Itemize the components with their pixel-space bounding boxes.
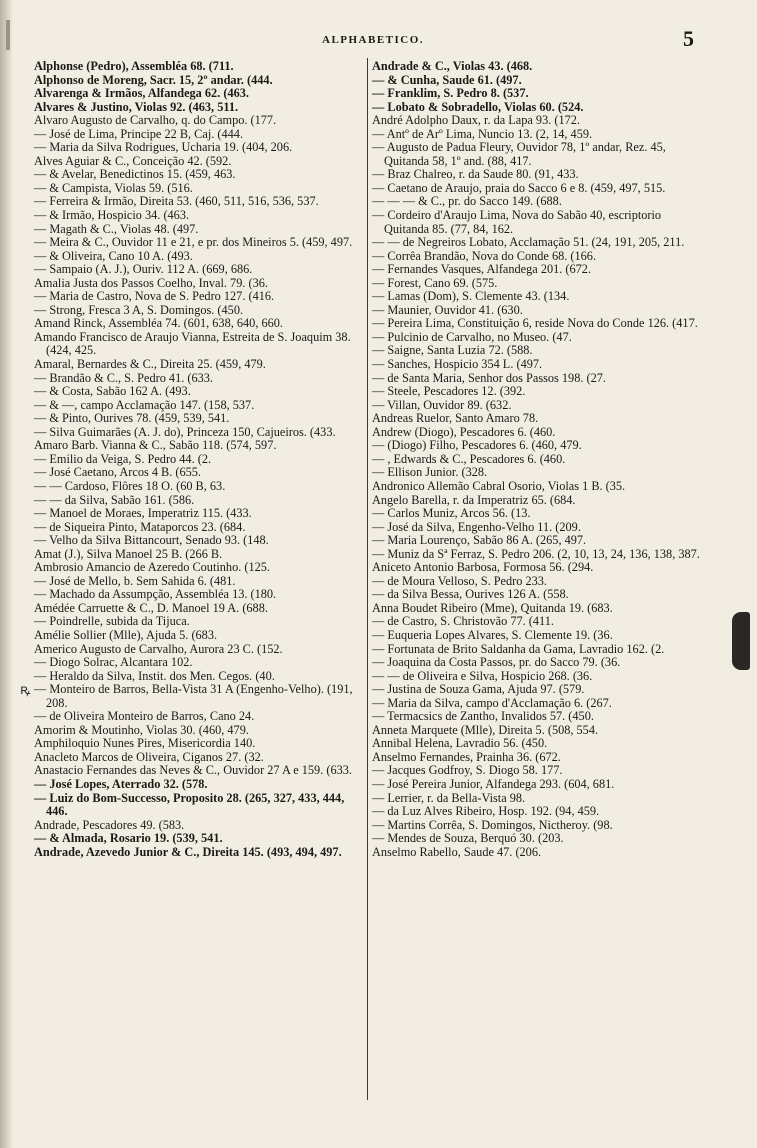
directory-entry: — da Silva Bessa, Ourives 126 A. (558. — [372, 587, 569, 602]
directory-entry: — Strong, Fresca 3 A, S. Domingos. (450. — [34, 302, 244, 317]
margin-ink-mark: ꝶ — [20, 683, 31, 698]
directory-entry: — Carlos Muniz, Arcos 56. (13. — [372, 506, 531, 521]
directory-entry: — Fernandes Vasques, Alfandega 201. (672. — [372, 262, 592, 277]
directory-entry: Annibal Helena, Lavradio 56. (450. — [372, 736, 548, 751]
directory-entry: Alves Aguiar & C., Conceição 42. (592. — [34, 153, 232, 168]
directory-entry: Alphonse (Pedro), Assembléa 68. (711. — [34, 59, 234, 73]
directory-entry: — Magath & C., Violas 48. (497. — [34, 221, 199, 236]
directory-entry: — Maria da Silva, campo d'Acclamação 6. (267. — [372, 695, 612, 710]
directory-entry: Anselmo Rabello, Saude 47. (206. — [372, 844, 542, 859]
directory-entry: — — — & C., pr. do Sacco 149. (688. — [372, 194, 562, 209]
page-number: 5 — [683, 26, 694, 51]
directory-entry: Andreas Ruelor, Santo Amaro 78. — [372, 411, 539, 426]
directory-entry: — da Luz Alves Ribeiro, Hosp. 192. (94, 459. — [372, 804, 600, 819]
directory-entry: — Manoel de Moraes, Imperatriz 115. (433. — [34, 506, 252, 521]
directory-entry: — — de Negreiros Lobato, Acclamação 51. (24, 191, 205, 211. — [372, 235, 685, 250]
directory-entry: — (Diogo) Filho, Pescadores 6. (460, 479. — [372, 438, 582, 453]
directory-entry: — Sanches, Hospicio 354 L. (497. — [372, 357, 543, 372]
directory-entry: — Poindrelle, subida da Tijuca. — [34, 614, 190, 629]
directory-entry: — — Cardoso, Flôres 18 O. (60 B, 63. — [34, 478, 226, 493]
directory-entry: Amando Francisco de Araujo Vianna, Estreita de S. Joaquim 38. (424, 425. — [34, 329, 351, 358]
left-column — [34, 60, 364, 859]
directory-entry: — Maria da Silva Rodrigues, Ucharia 19. (404, 206. — [34, 140, 293, 155]
directory-entry: Anacleto Marcos de Oliveira, Ciganos 27. (32. — [34, 749, 264, 764]
directory-entry: — Maria de Castro, Nova de S. Pedro 127. (416. — [34, 289, 275, 304]
directory-entry: Americo Augusto de Carvalho, Aurora 23 C. (152. — [34, 641, 283, 656]
directory-entry: Amorim & Moutinho, Violas 30. (460, 479. — [34, 722, 249, 737]
page-title: ALPHABETICO. — [322, 34, 425, 46]
directory-entry: Andronico Allemão Cabral Osorio, Violas 1 B. (35. — [372, 478, 626, 493]
directory-entry: — José Caetano, Arcos 4 B. (655. — [34, 465, 202, 480]
directory-entry: Anna Boudet Ribeiro (Mme), Quitanda 19. (683. — [372, 600, 613, 615]
directory-entry: Amaral, Bernardes & C., Direita 25. (459, 479. — [34, 357, 266, 372]
directory-entry: — , Edwards & C., Pescadores 6. (460. — [372, 451, 566, 466]
directory-entry: — Machado da Assumpção, Assembléa 13. (180. — [34, 587, 277, 602]
directory-entry: — Maria Lourenço, Sabão 86 A. (265, 497. — [372, 533, 587, 548]
directory-entry: Amat (J.), Silva Manoel 25 B. (266 B. — [34, 546, 223, 561]
directory-entry: — Villan, Ouvidor 89. (632. — [372, 397, 512, 412]
directory-entry: — & Avelar, Benedictinos 15. (459, 463. — [34, 167, 236, 182]
page-header — [0, 26, 757, 51]
directory-entry: — José de Lima, Principe 22 B, Caj. (444. — [34, 126, 244, 141]
directory-entry: — Steele, Pescadores 12. (392. — [372, 384, 526, 399]
directory-entry: — Maunier, Ouvidor 41. (630. — [372, 302, 523, 317]
directory-entry: — de Santa Maria, Senhor dos Passos 198. (27. — [372, 370, 606, 385]
directory-entry: — & Irmão, Hospicio 34. (463. — [34, 208, 190, 223]
directory-entry: — Corrêa Brandão, Nova do Conde 68. (166. — [372, 248, 597, 263]
directory-entry: Amaro Barb. Vianna & C., Sabão 118. (574, 597. — [34, 438, 277, 453]
directory-entry: — Meira & C., Ouvidor 11 e 21, e pr. dos Mineiros 5. (459, 497. — [34, 235, 353, 250]
directory-entry: — Mendes de Souza, Berquó 30. (203. — [372, 831, 564, 846]
directory-entry: Anselmo Fernandes, Prainha 36. (672. — [372, 749, 561, 764]
directory-entry: — de Oliveira Monteiro de Barros, Cano 24. — [34, 709, 255, 724]
directory-entry: — & Costa, Sabão 162 A. (493. — [34, 384, 191, 399]
directory-entry: — — da Silva, Sabão 161. (586. — [34, 492, 195, 507]
directory-entry: — & Pinto, Ourives 78. (459, 539, 541. — [34, 411, 230, 426]
directory-entry: — & —, campo Acclamação 147. (158, 537. — [34, 397, 255, 412]
directory-entry: — de Moura Velloso, S. Pedro 233. — [372, 573, 547, 588]
directory-entry: Andrade & C., Violas 43. (468. — [372, 59, 533, 73]
directory-entry: Ambrosio Amancio de Azeredo Coutinho. (125. — [34, 560, 270, 575]
directory-entry: Alvares & Justino, Violas 92. (463, 511. — [34, 99, 239, 114]
directory-entry: — Saigne, Santa Luzia 72. (588. — [372, 343, 533, 358]
directory-entry: — Ellison Junior. (328. — [372, 465, 488, 480]
directory-entry: Anneta Marquete (Mlle), Direita 5. (508, 554. — [372, 722, 599, 737]
directory-entry: — Euqueria Lopes Alvares, S. Clemente 19. (36. — [372, 627, 613, 642]
directory-entry: — Martins Corrêa, S. Domingos, Nictheroy. (98. — [372, 817, 613, 832]
directory-entry: — & Almada, Rosario 19. (539, 541. — [34, 831, 223, 846]
directory-entry: — Justina de Souza Gama, Ajuda 97. (579. — [372, 682, 585, 697]
directory-entry: Amélie Sollier (Mlle), Ajuda 5. (683. — [34, 627, 218, 642]
directory-entry: — Jacques Godfroy, S. Diogo 58. 177. — [372, 763, 563, 778]
directory-entry: Amédée Carruette & C., D. Manoel 19 A. (688. — [34, 600, 268, 615]
directory-entry: Amphiloquio Nunes Pires, Misericordia 140. — [34, 736, 256, 751]
directory-entry: — de Castro, S. Christovão 77. (411. — [372, 614, 554, 629]
directory-entry: — & Campista, Violas 59. (516. — [34, 180, 193, 195]
directory-entry: Andrade, Pescadores 49. (583. — [34, 817, 185, 832]
directory-entry: — Heraldo da Silva, Instit. dos Men. Cegos. (40. — [34, 668, 275, 683]
directory-entry: — de Siqueira Pinto, Mataporcos 23. (684. — [34, 519, 246, 534]
directory-entry: — Lobato & Sobradello, Violas 60. (524. — [372, 99, 584, 114]
directory-entry: — & Oliveira, Cano 10 A. (493. — [34, 248, 193, 263]
directory-entry: — José da Silva, Engenho-Velho 11. (209. — [372, 519, 581, 534]
column-divider — [367, 58, 368, 1100]
directory-entry: — Velho da Silva Bittancourt, Senado 93. (148. — [34, 533, 269, 548]
directory-entry: — — de Oliveira e Silva, Hospicio 268. (36. — [372, 668, 593, 683]
directory-entry: — Brandão & C., S. Pedro 41. (633. — [34, 370, 213, 385]
directory-entry: André Adolpho Daux, r. da Lapa 93. (172. — [372, 113, 580, 128]
directory-entry: — Fortunata de Brito Saldanha da Gama, Lavradio 162. (2. — [372, 641, 665, 656]
directory-entry: Amalia Justa dos Passos Coelho, Inval. 79. (36. — [34, 275, 268, 290]
directory-entry: — Antº de Arº Lima, Nuncio 13. (2, 14, 459. — [372, 126, 593, 141]
directory-entry: — Lamas (Dom), S. Clemente 43. (134. — [372, 289, 570, 304]
directory-entry: — Silva Guimarães (A. J. do), Princeza 150, Cajueiros. (433. — [34, 424, 336, 439]
directory-entry: — Augusto de Padua Fleury, Ouvidor 78, 1º andar, Rez. 45, Quitanda 58, 1º and. (88, 417. — [372, 140, 666, 168]
directory-entry: — José Lopes, Aterrado 32. (578. — [34, 776, 208, 791]
directory-entry: — Forest, Cano 69. (575. — [372, 275, 498, 290]
directory-entry: — Cordeiro d'Araujo Lima, Nova do Sabão 40, escriptorio Quitanda 85. (77, 84, 162. — [372, 208, 662, 236]
directory-entry: — Lerrier, r. da Bella-Vista 98. — [372, 790, 526, 805]
directory-entry: — Braz Chalreo, r. da Saude 80. (91, 433. — [372, 167, 579, 182]
directory-entry: Amand Rinck, Assembléa 74. (601, 638, 640, 660. — [34, 316, 283, 331]
directory-entry: — Pulcinio de Carvalho, no Museo. (47. — [372, 329, 572, 344]
directory-entry: — Muniz da Sª Ferraz, S. Pedro 206. (2, 10, 13, 24, 136, 138, 387. — [372, 546, 700, 561]
directory-entry: Alphonso de Moreng, Sacr. 15, 2º andar. (444. — [34, 72, 273, 87]
page-binding-shadow — [0, 0, 12, 1148]
directory-entry: — Pereira Lima, Constituição 6, reside Nova do Conde 126. (417. — [372, 316, 698, 331]
directory-entry: Alvaro Augusto de Carvalho, q. do Campo. (177. — [34, 113, 277, 128]
directory-entry: — Joaquina da Costa Passos, pr. do Sacco 79. (36. — [372, 655, 621, 670]
directory-entry: — Luiz do Bom-Successo, Proposito 28. (265, 327, 433, 444, 446. — [34, 790, 345, 819]
directory-entry: — José de Mello, b. Sem Sahida 6. (481. — [34, 573, 236, 588]
directory-entry: — Diogo Solrac, Alcantara 102. — [34, 655, 193, 670]
directory-entry: — Monteiro de Barros, Bella-Vista 31 A (Engenho-Velho). (191, 208. — [34, 682, 353, 710]
directory-entry: — Ferreira & Irmão, Direita 53. (460, 511, 516, 536, 537. — [34, 194, 319, 209]
directory-entry: — Sampaio (A. J.), Ouriv. 112 A. (669, 686. — [34, 262, 253, 277]
right-column — [372, 60, 706, 859]
directory-entry: — Franklim, S. Pedro 8. (537. — [372, 86, 529, 101]
directory-entry: — Termacsics de Zantho, Invalidos 57. (450. — [372, 709, 594, 724]
directory-entry: Alvarenga & Irmãos, Alfandega 62. (463. — [34, 86, 249, 101]
directory-entry: — & Cunha, Saude 61. (497. — [372, 72, 522, 87]
directory-entry: Andrew (Diogo), Pescadores 6. (460. — [372, 424, 556, 439]
directory-entry: Aniceto Antonio Barbosa, Formosa 56. (294. — [372, 560, 594, 575]
directory-entry: — Caetano de Araujo, praia do Sacco 6 e 8. (459, 497, 515. — [372, 180, 666, 195]
directory-entry: Angelo Barella, r. da Imperatriz 65. (684. — [372, 492, 576, 507]
thumb-tab-mark — [732, 612, 750, 670]
directory-entry: — Emilio da Veiga, S. Pedro 44. (2. — [34, 451, 212, 466]
directory-entry: Anastacio Fernandes das Neves & C., Ouvidor 27 A e 159. (633. — [34, 763, 352, 778]
directory-entry: Andrade, Azevedo Junior & C., Direita 145. (493, 494, 497. — [34, 844, 342, 859]
directory-entry: — José Pereira Junior, Alfandega 293. (604, 681. — [372, 776, 615, 791]
